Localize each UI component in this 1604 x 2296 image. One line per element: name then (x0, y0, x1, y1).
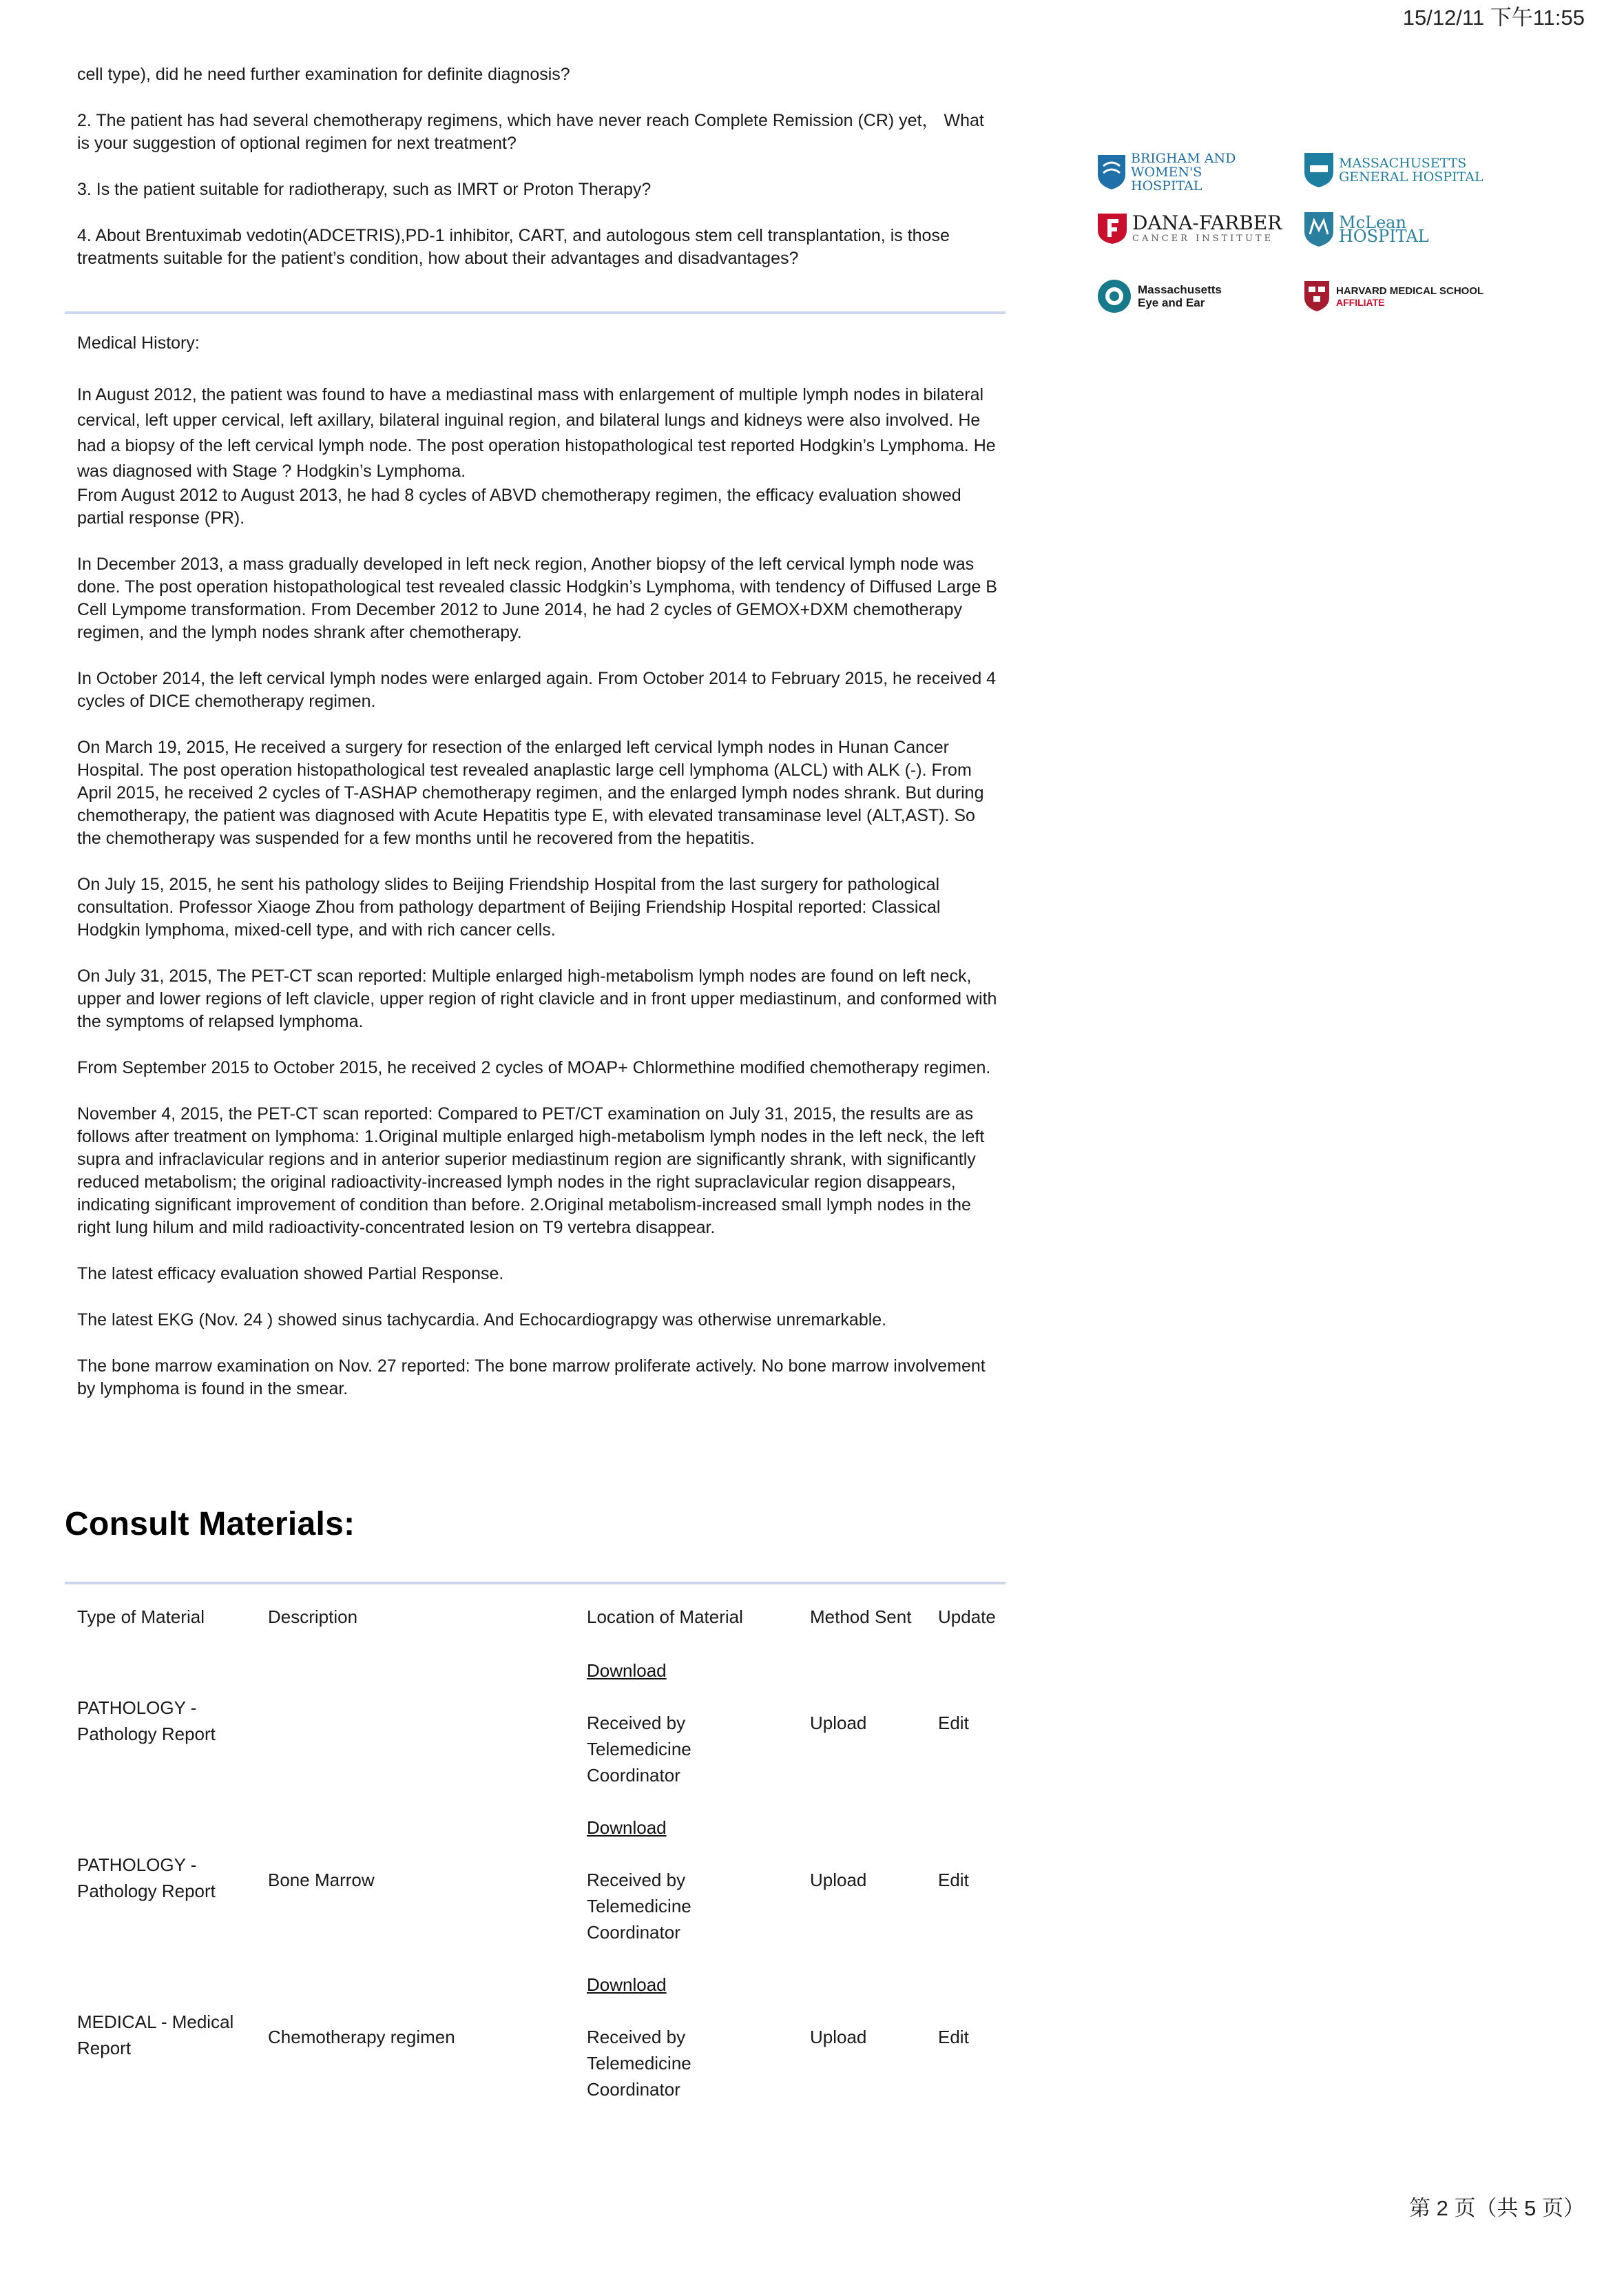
location-text: Received by (587, 1870, 686, 1890)
harvard-logo (1303, 280, 1483, 313)
download-link[interactable]: Download (587, 1817, 667, 1838)
print-timestamp: 15/12/11 下午11:55 (1402, 6, 1585, 30)
location-text: Telemedicine (587, 1896, 691, 1916)
location-text: Coordinator (587, 1765, 680, 1786)
history-paragraph: In August 2012, the patient was found to have a mediastinal mass with enlargement of multiple lymph nodes in bilateral cervical, left upper cervical, left axillary, bilateral inguinal region, and bilateral lungs and kidneys were also involved. He had a biopsy of the left cervical lymph node. The post operation histopathological test reported Hodgkin’s Lymphoma. He was diagnosed with Stage ? Hodgkin’s Lymphoma. (77, 385, 996, 481)
material-type: Pathology Report (77, 1881, 216, 1901)
history-paragraph: The bone marrow examination on Nov. 27 reported: The bone marrow proliferate actively. No bone marrow involvement by lymphoma is found in the smear. (77, 1356, 986, 1398)
mclean-text: McLean HOSPITAL (1339, 213, 1429, 246)
material-type: Report (77, 2038, 132, 2058)
question-2: 2. The patient has had several chemotherapy regimens, which have never reach Complete Remission (CR) yet， What is your suggestion of optional regimen for next treatment? (77, 111, 984, 153)
questions-section (77, 63, 1000, 293)
edit-link[interactable]: Edit (938, 2027, 969, 2047)
dana-farber-icon (1096, 211, 1128, 245)
location-text: Received by (587, 2027, 686, 2047)
medical-history-section (77, 332, 1000, 1424)
history-paragraph: On March 19, 2015, He received a surgery for resection of the enlarged left cervical lymph nodes in Hunan Cancer Hospital. The post operation histopathological test revealed anaplastic large cell lymphoma (ALCL) with ALK (-). From April 2015, he received 2 cycles of T-ASHAP chemotherapy regimen, and the enlarged lymph nodes shrank. But during chemotherapy, the patient was diagnosed with Acute Hepatitis type E, with elevated transaminase level (ALT,AST). So the chemotherapy was suspended for a few months until he recovered from the hepatitis. (77, 738, 984, 848)
hospital-logos (1096, 152, 1523, 324)
mgh-text: MASSACHUSETTS GENERAL HOSPITAL (1339, 156, 1483, 185)
history-paragraph: From September 2015 to October 2015, he received 2 cycles of MOAP+ Chlormethine modified chemotherapy regimen. (77, 1058, 991, 1077)
consult-materials-heading: Consult Materials: (65, 1506, 355, 1542)
history-paragraph: The latest efficacy evaluation showed Partial Response. (77, 1264, 504, 1283)
history-paragraph: On July 15, 2015, he sent his pathology slides to Beijing Friendship Hospital from the last surgery for pathological consultation. Professor Xiaoge Zhou from pathology department of Beijing Friendship Hospital reported: Classical Hodgkin lymphoma, mixed-cell type, and with rich cancer cells. (77, 875, 941, 940)
history-paragraph: From August 2012 to August 2013, he had 8 cycles of ABVD chemotherapy regimen, the efficacy evaluation showed partial response (PR). (77, 486, 961, 528)
harvard-subtext: AFFILIATE (1336, 296, 1385, 308)
history-paragraph: The latest EKG (Nov. 24 ) showed sinus tachycardia. And Echocardiograpgy was otherwise unremarkable. (77, 1310, 887, 1330)
mass-eye-ear-icon (1096, 278, 1132, 314)
dana-farber-subtext: CANCER INSTITUTE (1132, 233, 1274, 244)
download-link[interactable]: Download (587, 1660, 667, 1681)
question-1-tail: cell type), did he need further examination for definite diagnosis? (77, 65, 570, 84)
mclean-shield-icon (1303, 211, 1335, 248)
header-description: Description (268, 1606, 358, 1627)
material-type: PATHOLOGY - (77, 1854, 197, 1875)
location-text: Coordinator (587, 2079, 680, 2100)
header-location-of-material: Location of Material (587, 1606, 743, 1627)
material-type: MEDICAL - Medical (77, 2011, 234, 2032)
consult-divider (65, 1582, 1006, 1584)
mgh-logo (1303, 152, 1490, 189)
brigham-logo (1096, 152, 1275, 193)
header-update: Update (938, 1606, 996, 1627)
history-paragraph: On July 31, 2015, The PET-CT scan reported: Multiple enlarged high-metabolism lymph nodes are found on left neck, upper and lower regions of left clavicle, upper region of right clavicle and in front upper mediastinum, and conformed with the symptoms of relapsed lymphoma. (77, 966, 997, 1031)
harvard-text: HARVARD MEDICAL SCHOOL (1336, 285, 1484, 297)
mclean-logo (1303, 211, 1497, 248)
dana-farber-logo (1096, 211, 1282, 245)
material-description: Bone Marrow (268, 1870, 375, 1890)
table-row (77, 1657, 1041, 1814)
location-text: Coordinator (587, 1922, 680, 1943)
question-3: 3. Is the patient suitable for radiotherapy, such as IMRT or Proton Therapy? (77, 180, 652, 199)
location-text: Telemedicine (587, 1739, 691, 1759)
edit-link[interactable]: Edit (938, 1713, 969, 1733)
history-paragraph: In October 2014, the left cervical lymph nodes were enlarged again. From October 2014 to February 2015, he received 4 cycles of DICE chemotherapy regimen. (77, 669, 997, 711)
section-divider (65, 311, 1006, 314)
material-type: Pathology Report (77, 1724, 216, 1744)
page-indicator: 第 2 页（共 5 页） (1409, 2196, 1585, 2220)
mass-eye-ear-logo (1096, 278, 1241, 314)
brigham-text: BRIGHAM AND WOMEN'S HOSPITAL (1131, 151, 1236, 194)
dana-farber-text: DANA-FARBER (1132, 211, 1282, 234)
material-type: PATHOLOGY - (77, 1697, 197, 1718)
table-row (77, 1814, 1041, 1972)
history-paragraph: November 4, 2015, the PET-CT scan reported: Compared to PET/CT examination on July 31, 2015, the results are as follows after treatment on lymphoma: 1.Original multiple enlarged high-metabolism lymph nodes in the left neck, the left supra and infraclavicular regions and in anterior superior mediastinum region are significantly shrank, with significantly reduced metabolism; the original radioactivity-increased lymph nodes in the right supraclavicular region disappears, indicating significant improvement of condition than before. 2.Original metabolism-increased small lymph nodes in the right lung hilum and mild radioactivity-concentrated lesion on T9 vertebra disappear. (77, 1104, 985, 1237)
mgh-shield-icon (1303, 152, 1335, 189)
location-text: Telemedicine (587, 2053, 691, 2073)
header-type-of-material: Type of Material (77, 1606, 205, 1627)
medical-history-label: Medical History: (77, 333, 200, 353)
question-4: 4. About Brentuximab vedotin(ADCETRIS),PD-1 inhibitor, CART, and autologous stem cell transplantation, is those treatments suitable for the patient’s condition, how about their advantages and disadvantages? (77, 226, 950, 268)
harvard-shield-icon (1303, 280, 1331, 313)
header-method-sent: Method Sent (810, 1606, 912, 1627)
method-sent: Upload (810, 1870, 867, 1890)
method-sent: Upload (810, 1713, 867, 1733)
location-text: Received by (587, 1713, 686, 1733)
method-sent: Upload (810, 2027, 867, 2047)
brigham-shield-icon (1096, 154, 1127, 191)
history-paragraph: In December 2013, a mass gradually developed in left neck region, Another biopsy of the left cervical lymph node was done. The post operation histopathological test revealed classic Hodgkin’s Lymphoma, with tendency of Diffused Large B Cell Lympome transformation. From December 2012 to June 2014, he had 2 cycles of GEMOX+DXM chemotherapy regimen, and the lymph nodes shrank after chemotherapy. (77, 555, 997, 642)
download-link[interactable]: Download (587, 1974, 667, 1995)
edit-link[interactable]: Edit (938, 1870, 969, 1890)
material-description: Chemotherapy regimen (268, 2027, 455, 2047)
table-row (77, 1972, 1041, 2129)
mass-eye-ear-text: Massachusetts Eye and Ear (1138, 283, 1222, 309)
